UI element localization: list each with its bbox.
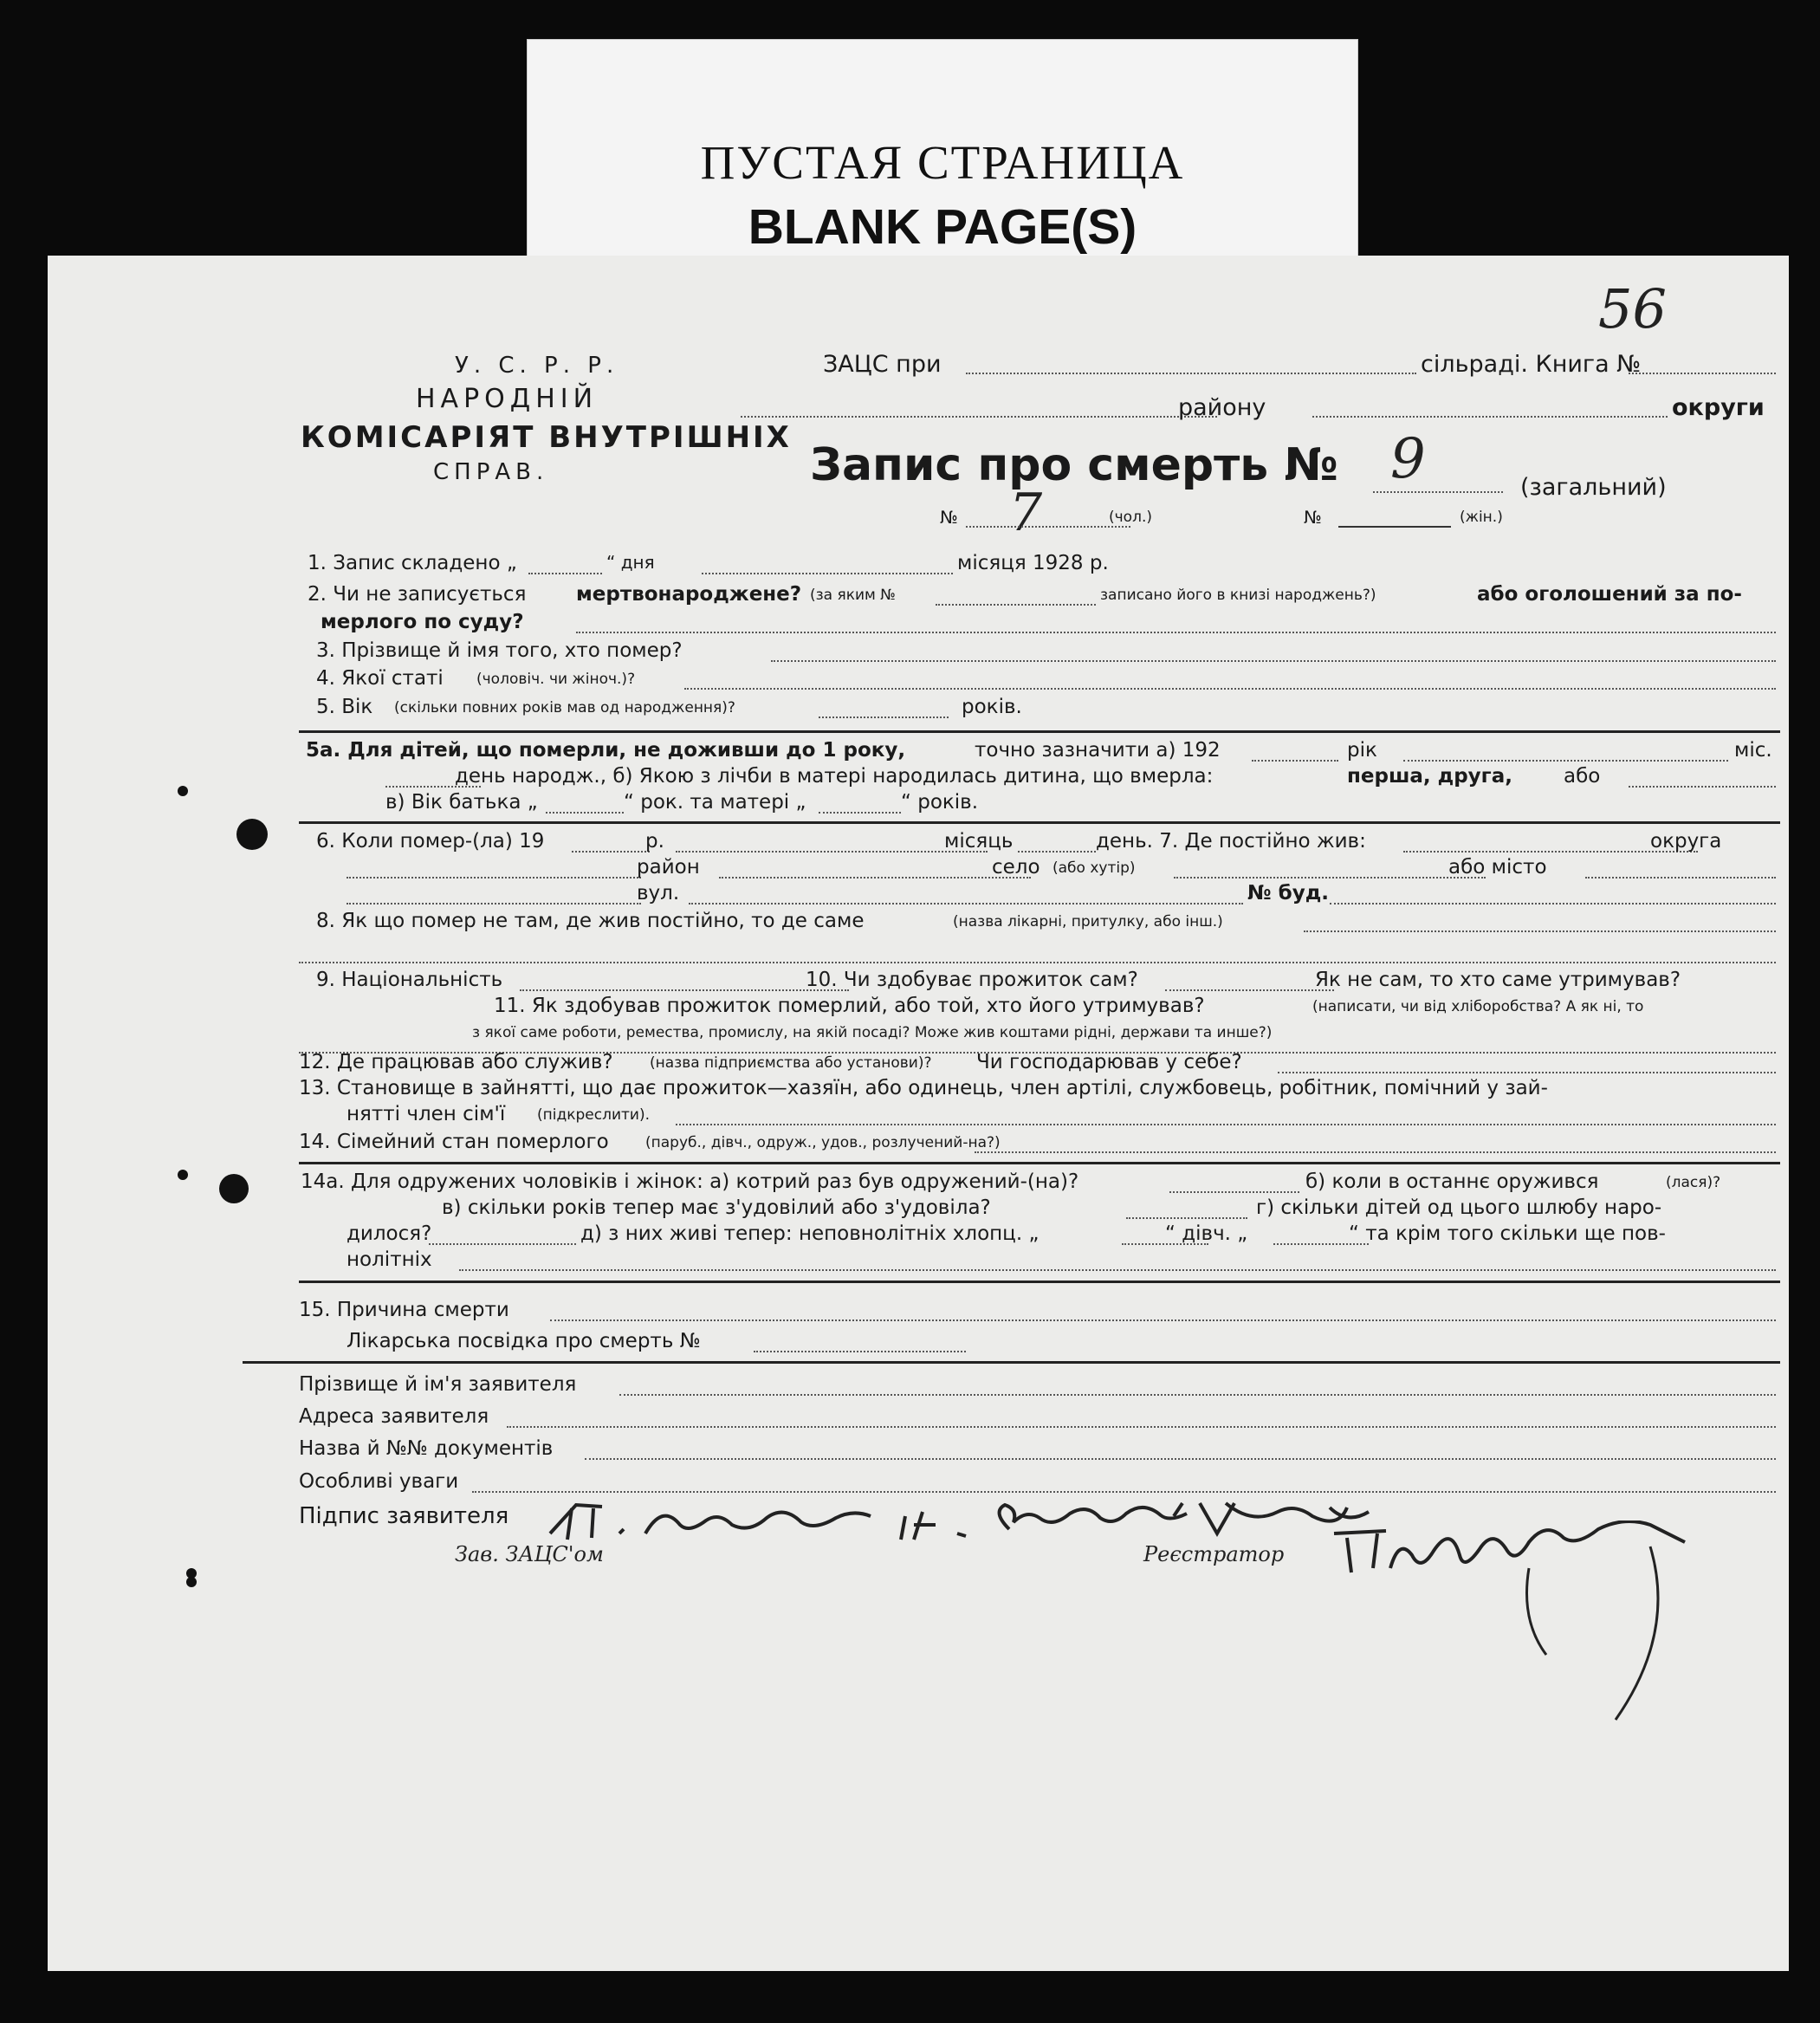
field-14a-d: в) скільки років тепер має з'удовілий або з'удовіла? [442,1196,991,1219]
field-5a-e: день народж., б) Якою з лічби в матері народилась дитина, що вмерла: [455,765,1214,788]
applicant-docs-label: Назва й №№ документів [299,1437,554,1460]
okrug-blank [1312,416,1668,418]
field-9: 9. Національність [316,969,503,991]
field-14a-born-blank [429,1243,576,1245]
field-1-c: місяця 1928 р. [957,552,1109,574]
field-6-a: 6. Коли помер-(ла) 19 [316,830,545,853]
field-2-f: мерлого по суду? [321,611,524,633]
field-6-day-blank [1018,851,1096,853]
applicant-notes-label: Особливі уваги [299,1470,459,1493]
header-line-3: КОМІСАРІЯТ ВНУТРІШНІХ [301,420,792,455]
field-13-blank [676,1124,1776,1125]
field-7-raion-blank [719,877,1031,879]
field-5a-i: “ рок. та матері „ [624,791,806,814]
male-number-blank [966,526,1130,528]
field-1-month-blank [702,573,953,574]
field-14-b: (паруб., дівч., одруж., удов., розлучений-на?) [645,1134,1001,1151]
field-10-b: Як не сам, то хто саме утримував? [1315,969,1681,991]
blank-page-ru: ПУСТАЯ СТРАНИЦА [700,136,1185,189]
applicant-docs-blank [585,1458,1776,1460]
field-7-house-blank [1330,903,1776,905]
field-2-no-blank [936,604,1096,606]
field-14a-adult-blank [459,1269,1776,1271]
divider-3 [299,1162,1780,1164]
field-14a-years-blank [1126,1217,1247,1219]
female-no-label: № [1304,507,1322,528]
field-5a-year-blank [1252,760,1338,762]
field-14a-j: нолітніх [347,1248,432,1271]
female-label: (жін.) [1460,509,1503,526]
field-2-a: 2. Чи не записується [308,583,527,606]
applicant-address-blank [507,1426,1776,1428]
field-7-c: (або хутір) [1052,859,1136,877]
field-2-e: або оголошений за по- [1477,583,1742,606]
field-5a-h: в) Вік батька „ [385,791,538,814]
field-6-d: день. 7. Де постійно жив: [1096,830,1366,853]
okrugy-label: округи [1672,394,1765,421]
field-13-b: нятті член сім'ї [347,1103,506,1125]
field-7-b: село [992,856,1040,879]
field-1-a: 1. Запис складено „ [308,552,517,574]
field-15-b: Лікарська посвідка про смерть № [347,1330,701,1352]
field-4-a: 4. Якої статі [316,667,444,690]
field-2-c: (за яким № [810,587,896,604]
divider-1 [299,730,1780,733]
zags-blank [966,373,1416,374]
blank-page-card [527,39,1358,273]
header-line-1: У. С. Р. Р. [455,353,619,379]
field-5a-month-blank [1403,760,1728,762]
page-number: 56 [1598,277,1667,340]
field-11-a: 11. Як здобував прожиток померлий, або той, хто його утримував? [494,995,1205,1017]
field-5a-father-blank [546,812,624,814]
applicant-address-label: Адреса заявителя [299,1405,489,1428]
applicant-name-blank [619,1394,1776,1396]
field-12-c: Чи господарював у себе? [976,1051,1242,1073]
field-5a-order-blank [1629,786,1776,788]
header-line-2: НАРОДНІЙ [416,384,599,414]
field-12-a: 12. Де працював або служив? [299,1051,613,1073]
field-14a-h: “ дівч. „ [1165,1222,1248,1245]
record-title: Запис про смерть № [810,439,1338,491]
field-5a-f: перша, друга, [1347,765,1512,788]
field-14a-i: “ та крім того скільки ще пов- [1349,1222,1666,1245]
registrar-label: Реєстратор [1143,1542,1285,1566]
record-number: 9 [1390,427,1426,491]
field-9-blank [520,989,849,991]
binding-mark-4 [186,1577,197,1587]
field-15-certificate-blank [754,1351,966,1352]
male-number: 7 [1009,483,1043,543]
field-8-a: 8. Як що помер не там, де жив постійно, то де саме [316,910,865,932]
field-14a-c: (лася)? [1666,1174,1721,1191]
field-7-e: вул. [637,882,680,905]
field-14a-times-blank [1169,1191,1299,1193]
field-5a-d: міс. [1734,739,1772,762]
field-1-b: “ дня [606,552,655,573]
binding-mark-2 [178,1170,188,1180]
field-6-e: округа [1650,830,1722,853]
field-5a-mother-blank [819,812,901,814]
field-5-blank [819,716,949,718]
record-number-blank [1373,491,1503,493]
field-7-f: № буд. [1247,882,1330,905]
applicant-sign-label: Підпис заявителя [299,1503,509,1529]
field-14a-f: дилося? [347,1222,432,1245]
divider-2 [299,821,1780,824]
blank-page-en: BLANK PAGE(S) [748,199,1137,255]
field-15: 15. Причина смерти [299,1299,509,1321]
field-14a-a: 14а. Для одружених чоловіків і жінок: а) котрий раз був одружений-(на)? [301,1170,1079,1193]
field-4-blank [684,688,1776,690]
field-11-b: (написати, чи від хліборобства? А як ні, то [1312,998,1644,1015]
divider-5 [243,1361,1780,1364]
death-record-sheet [48,256,1789,1971]
field-2-b: мертвонароджене? [576,583,802,606]
field-7-village-blank [1174,877,1486,879]
field-6-year-blank [572,851,650,853]
field-10-a: 10. Чи здобуває прожиток сам? [806,969,1138,991]
field-8-blank-1 [1304,930,1776,932]
field-12-blank [1278,1072,1776,1073]
field-5a-b: точно зазначити а) 192 [975,739,1221,762]
book-no-blank [1629,373,1776,374]
zav-label: Зав. ЗАЦС'ом [455,1542,604,1566]
field-8-b: (назва лікарні, притулку, або інш.) [953,913,1223,930]
male-label: (чол.) [1109,509,1152,526]
silradi-label: сільраді. Книга № [1421,351,1642,378]
field-5-b: (скільки повних років мав од народження)? [394,699,735,716]
field-13-c: (підкреслити). [537,1106,650,1124]
field-3: 3. Прізвище й імя того, хто помер? [316,639,683,662]
field-7-city-blank [1585,877,1776,879]
field-7-blank-1 [347,877,641,879]
binding-mark-1 [178,786,188,796]
field-7-blank-2 [347,903,641,905]
field-7-a: район [637,856,700,879]
field-5a-a: 5а. Для дітей, що померли, не доживши до 1 року, [306,739,906,762]
divider-4 [299,1281,1780,1283]
field-14a-e: г) скільки дітей од цього шлюбу наро- [1256,1196,1662,1219]
field-4-b: (чоловіч. чи жіноч.)? [476,671,636,688]
field-13-a: 13. Становище в зайнятті, що дає прожиток—хазяїн, або одинець, член артілі, службовець, робітник, помічний у зай- [299,1077,1548,1099]
field-8-blank-2 [299,962,1776,963]
field-15-blank [550,1319,1776,1321]
field-12-b: (назва підприємства або установи)? [650,1054,932,1072]
punch-hole-1 [236,819,268,850]
field-6-month-blank [676,851,988,853]
zags-label: ЗАЦС при [823,351,942,378]
general-label: (загальний) [1520,474,1667,501]
raion-blank [741,416,1217,418]
field-10-blank [1165,989,1334,991]
field-5a-g: або [1564,765,1601,788]
field-14a-b: б) коли в останнє оружився [1305,1170,1599,1193]
field-5-c: років. [962,696,1022,718]
field-14-a: 14. Сімейний стан померлого [299,1131,609,1153]
field-11-c: з якої саме роботи, ремества, промислу, на якій посаді? Може жив коштами рідні, держави та инше?) [472,1024,1273,1041]
female-number-blank [1338,526,1451,528]
punch-hole-2 [219,1174,249,1203]
field-7-street-blank [689,903,1243,905]
applicant-name-label: Прізвище й ім'я заявителя [299,1373,577,1396]
field-6-b: р. [645,830,664,853]
male-no-label: № [940,507,958,528]
field-2-d: записано його в книзі народжень?) [1100,587,1376,604]
field-3-blank [771,660,1776,662]
raionu-label: району [1178,394,1266,421]
header-line-4: СПРАВ. [433,459,549,485]
field-6-c: місяць [944,830,1014,853]
registrar-signature [1312,1520,1763,1746]
field-7-d: або місто [1448,856,1547,879]
field-5a-c: рік [1347,739,1377,762]
field-14a-g: д) з них живі тепер: неповнолітніх хлопц. „ [580,1222,1040,1245]
field-1-day-blank [528,573,602,574]
field-5a-j: “ років. [901,791,979,814]
field-14-blank [975,1151,1776,1153]
field-2-blank [576,632,1776,633]
field-5-a: 5. Вік [316,696,373,718]
